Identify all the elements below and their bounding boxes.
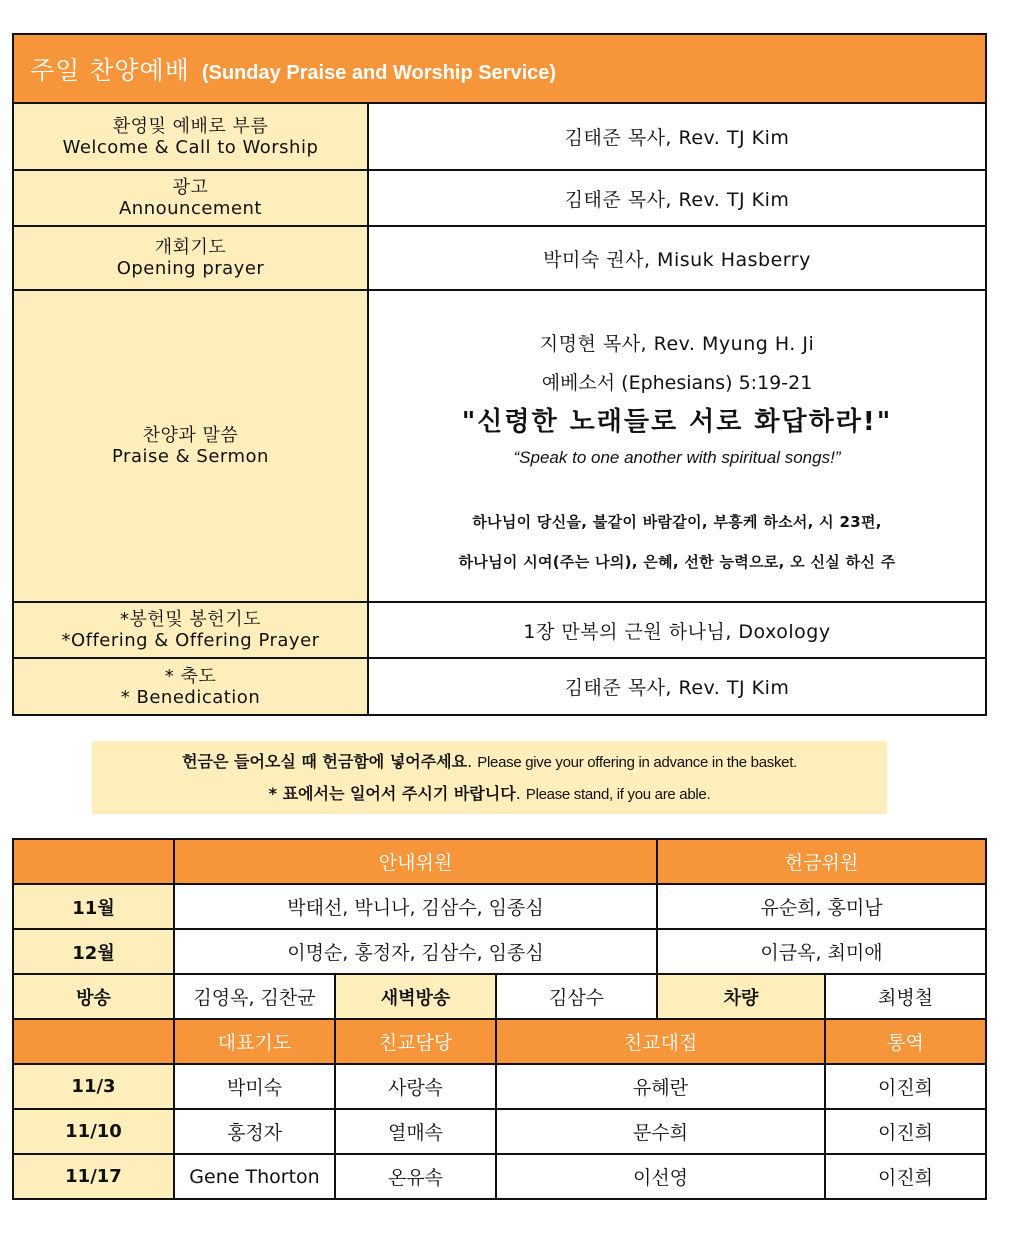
notice-line-1-dot: .: [467, 752, 473, 771]
broadcast-row: [13, 974, 986, 1019]
roster-corner-cell: [13, 839, 174, 884]
service-row-label: [13, 103, 368, 170]
week-fellowship: 열매속: [335, 1109, 496, 1154]
week-interpret: 이진희: [825, 1064, 986, 1109]
sermon-row: [13, 290, 986, 602]
label-en: Opening prayer: [116, 258, 265, 279]
sermon-verse: 예베소서 (Ephesians) 5:19-21: [541, 371, 813, 394]
sermon-details: [368, 290, 986, 602]
week-hosting: 이선영: [496, 1154, 825, 1199]
label-en: * Benedication: [120, 686, 261, 708]
service-row: [13, 602, 986, 658]
service-row-value: 박미숙 권사, Misuk Hasberry: [368, 226, 986, 290]
interpret-header: 통역: [825, 1019, 986, 1064]
label-en: Welcome & Call to Worship: [62, 136, 319, 158]
label-ko: * 축도: [164, 665, 217, 687]
week-row: [13, 1064, 986, 1109]
notice-line-2-dot: .: [515, 784, 521, 803]
week-interpret: 이진희: [825, 1154, 986, 1199]
week-row: [13, 1109, 986, 1154]
week-interpret: 이진희: [825, 1109, 986, 1154]
notice-line-1-ko: 헌금은 들어오실 때 헌금함에 넣어주세요: [182, 752, 468, 771]
service-row-value: 김태준 목사, Rev. TJ Kim: [368, 658, 986, 715]
week-hosting: 유혜란: [496, 1064, 825, 1109]
hosting-header: 친교대접: [496, 1019, 825, 1064]
dawn-broadcast-label: 새벽방송: [335, 974, 496, 1019]
week-date: 11/17: [13, 1154, 174, 1199]
sermon-preacher: 지명현 목사, Rev. Myung H. Ji: [539, 332, 815, 355]
notice-line-1: [92, 751, 887, 774]
label-en: Announcement: [118, 198, 262, 219]
sermon-label: [13, 290, 368, 602]
roster-month-row: [13, 884, 986, 929]
broadcast-names: 김영옥, 김찬균: [174, 974, 335, 1019]
label-en: Praise & Sermon: [112, 446, 269, 467]
service-row: [13, 658, 986, 715]
month-ushers: 이명순, 홍정자, 김삼수, 임종심: [174, 929, 657, 974]
service-title-en: (Sunday Praise and Worship Service): [201, 61, 557, 84]
vehicle-name: 최병철: [825, 974, 986, 1019]
dawn-broadcast-name: 김삼수: [496, 974, 657, 1019]
service-order-table: [12, 33, 987, 716]
roster-header-row: [13, 839, 986, 884]
label-en: *Offering & Offering Prayer: [61, 630, 320, 651]
month-label: 11월: [13, 884, 174, 929]
service-row-label: [13, 602, 368, 658]
week-fellowship: 사랑속: [335, 1064, 496, 1109]
service-row: [13, 170, 986, 226]
month-label: 12월: [13, 929, 174, 974]
sermon-quote-ko: "신령한 노래들로 서로 화답하라!": [461, 406, 893, 437]
month-offering: 유순희, 홍미남: [657, 884, 986, 929]
label-ko: 개회기도: [154, 237, 227, 258]
roster-corner-cell: [13, 1019, 174, 1064]
week-fellowship: 온유속: [335, 1154, 496, 1199]
week-hosting: 문수희: [496, 1109, 825, 1154]
offering-notice: [92, 741, 887, 814]
notice-line-2-ko: * 표에서는 일어서 주시기 바랍니다: [268, 784, 516, 803]
week-date: 11/10: [13, 1109, 174, 1154]
label-ko: 광고: [172, 177, 209, 198]
offering-header: 헌금위원: [657, 839, 986, 884]
notice-line-2: [92, 783, 887, 806]
roster-header-row-2: [13, 1019, 986, 1064]
week-date: 11/3: [13, 1064, 174, 1109]
ushers-header: 안내위원: [174, 839, 657, 884]
prayer-header: 대표기도: [174, 1019, 335, 1064]
service-row-value: 김태준 목사, Rev. TJ Kim: [368, 103, 986, 170]
month-offering: 이금옥, 최미애: [657, 929, 986, 974]
service-title-ko: 주일 찬양예배: [30, 55, 190, 85]
notice-line-1-en: Please give your offering in advance in the basket.: [477, 754, 797, 771]
volunteer-roster-table: [12, 838, 987, 1200]
service-title: [13, 34, 986, 103]
service-row-value: 김태준 목사, Rev. TJ Kim: [368, 170, 986, 226]
service-row-label: [13, 658, 368, 715]
week-prayer: 박미숙: [174, 1064, 335, 1109]
sermon-quote-en: “Speak to one another with spiritual songs!”: [513, 447, 841, 467]
week-prayer: 홍정자: [174, 1109, 335, 1154]
notice-line-2-en: Please stand, if you are able.: [525, 786, 711, 803]
song-list-line-1: 하나님이 당신을, 불같이 바람같이, 부흥케 하소서, 시 23편,: [472, 512, 882, 531]
broadcast-label: 방송: [13, 974, 174, 1019]
service-row-value: 1장 만복의 근원 하나님, Doxology: [368, 602, 986, 658]
service-row-label: [13, 226, 368, 290]
label-ko: *봉헌및 봉헌기도: [120, 609, 261, 630]
service-row: [13, 103, 986, 170]
label-ko: 찬양과 말씀: [142, 425, 239, 446]
week-row: [13, 1154, 986, 1199]
service-row: [13, 226, 986, 290]
service-row-label: [13, 170, 368, 226]
label-ko: 환영및 예배로 부름: [112, 115, 269, 137]
vehicle-label: 차량: [657, 974, 825, 1019]
roster-month-row: [13, 929, 986, 974]
fellowship-header: 친교담당: [335, 1019, 496, 1064]
song-list-line-2: 하나님이 시여(주는 나의), 은혜, 선한 능력으로, 오 신실 하신 주: [458, 552, 896, 571]
month-ushers: 박태선, 박니나, 김삼수, 임종심: [174, 884, 657, 929]
week-prayer: Gene Thorton: [174, 1154, 335, 1199]
